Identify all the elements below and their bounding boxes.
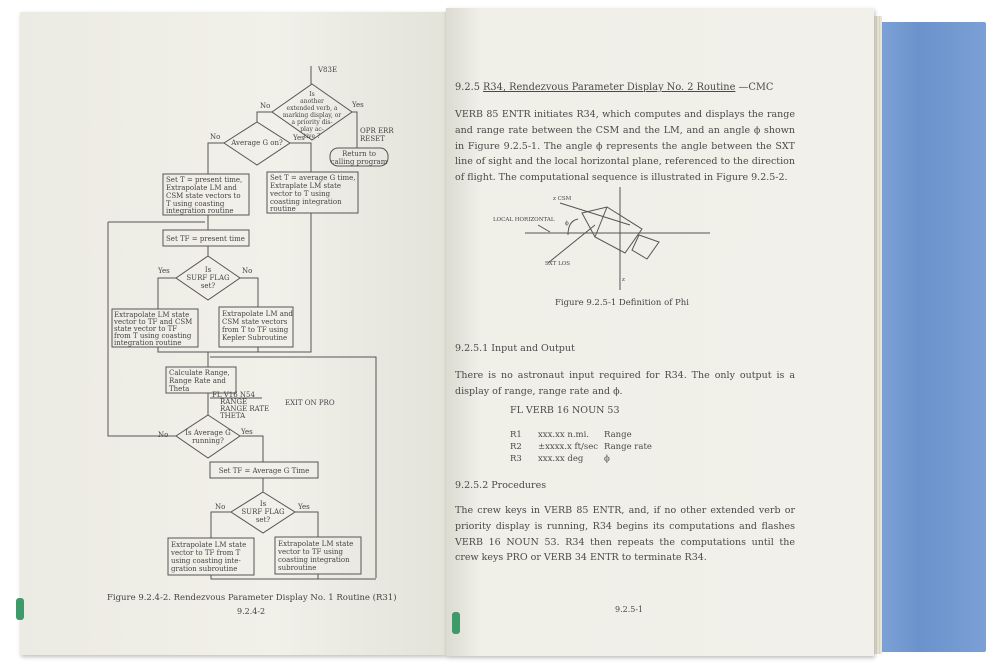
d1-line: play ac- bbox=[300, 126, 324, 133]
phi-label: ϕ bbox=[565, 221, 569, 227]
sxt-los-label: SXT LOS bbox=[545, 261, 571, 267]
d2-yes-label: Yes bbox=[293, 134, 305, 142]
calc-line: Theta bbox=[169, 385, 190, 393]
box3-line: vector to TF and CSM bbox=[114, 318, 193, 326]
format-cell: ±xxxx.x ft/sec bbox=[538, 442, 599, 452]
d5-line: Is bbox=[259, 500, 267, 508]
entry-label: V83E bbox=[318, 66, 338, 74]
box5-line: using coasting inte- bbox=[171, 557, 241, 565]
box2-line: routine bbox=[270, 205, 296, 213]
d4-line: running? bbox=[192, 437, 224, 445]
box2-line: coasting integration bbox=[270, 198, 342, 206]
box6-line: coasting integration bbox=[278, 556, 350, 564]
display-line: THETA bbox=[220, 412, 246, 420]
register-cell: R1 bbox=[510, 430, 522, 440]
box5-line: gration subroutine bbox=[171, 565, 238, 573]
d2-text: Average G on? bbox=[231, 139, 283, 147]
opr-err-label: OPR ERR bbox=[360, 127, 394, 135]
figure-caption: Figure 9.2.4-2. Rendezvous Parameter Display No. 1 Routine (R31) bbox=[107, 593, 397, 603]
page-number: 9.2.5-1 bbox=[615, 605, 644, 614]
register-cell: R2 bbox=[510, 442, 522, 452]
page-number: 9.2.4-2 bbox=[237, 607, 266, 616]
calc-line: Range Rate and bbox=[169, 377, 226, 385]
description-cell: Range bbox=[604, 430, 632, 440]
format-cell: xxx.xx n.mi. bbox=[538, 430, 590, 440]
d3-no-label: No bbox=[242, 267, 253, 275]
intro-paragraph: VERB 85 ENTR initiates R34, which computes and displays the range and range rate between the CSM and the LM, and an angle ϕ shown in Figure 9.2.5-1. The angle ϕ represents the angle between the SXT line of sight and the local horizontal plane, referenced to the direction of flight. The computational sequence is illustrated in Figure 9.2.5-2. bbox=[455, 109, 795, 184]
d3-line: Is bbox=[204, 266, 212, 274]
box2-line: vector to T using bbox=[270, 190, 331, 198]
phi-diagram bbox=[450, 185, 750, 315]
box-tf-text: Set TF = present time bbox=[166, 235, 245, 243]
return-text: Return to bbox=[342, 150, 376, 158]
box4-line: CSM state vectors bbox=[222, 318, 288, 326]
d1-no-label: No bbox=[260, 102, 271, 110]
register-cell: R3 bbox=[510, 454, 522, 464]
box1-line: T using coasting bbox=[166, 200, 225, 208]
box3-line: state vector to TF bbox=[114, 325, 178, 333]
box4-line: Kepler Subroutine bbox=[222, 334, 288, 342]
d1-line: extended verb, a bbox=[286, 105, 338, 112]
z-csm-label: z CSM bbox=[553, 196, 572, 202]
sxt-los-line bbox=[548, 225, 595, 263]
box2-line: Set T = average G time, bbox=[270, 174, 356, 182]
box1-line: integration routine bbox=[166, 207, 234, 215]
display-line: FL V16 N54 bbox=[212, 391, 255, 399]
box1-line: Set T = present time, bbox=[166, 176, 243, 184]
blue-back-cover bbox=[876, 22, 986, 652]
box1-line: Extrapolate LM and bbox=[166, 184, 237, 192]
heading-title: R34, Rendezvous Parameter Display No. 2 Routine bbox=[483, 82, 736, 93]
heading-suffix: —CMC bbox=[735, 82, 774, 93]
d4-yes-label: Yes bbox=[241, 428, 253, 436]
engine-bell bbox=[632, 235, 659, 259]
heading-number: 9.2.5 bbox=[455, 82, 484, 93]
d3-yes-label: Yes bbox=[158, 267, 170, 275]
d1-line: marking display, or bbox=[282, 112, 342, 119]
green-tab-marker bbox=[452, 612, 460, 634]
flowchart bbox=[0, 0, 450, 671]
return-text: calling program bbox=[330, 158, 388, 166]
box2-line: Extraplate LM state bbox=[270, 182, 342, 190]
d3-line: set? bbox=[200, 282, 216, 290]
box6-line: vector to TF using bbox=[278, 548, 343, 556]
d1-line: tive ? bbox=[303, 133, 321, 140]
d1-line: a priority dis- bbox=[291, 119, 333, 126]
d2-no-label: No bbox=[210, 133, 221, 141]
figure-caption: Figure 9.2.5-1 Definition of Phi bbox=[555, 298, 689, 308]
d5-no-label: No bbox=[215, 503, 226, 511]
subsection-heading: 9.2.5.1 Input and Output bbox=[455, 343, 575, 354]
calc-line: Calculate Range, bbox=[169, 369, 230, 377]
description-cell: Range rate bbox=[604, 442, 652, 452]
box3-line: integration routine bbox=[114, 339, 182, 347]
display-line: RANGE RATE bbox=[220, 405, 270, 413]
opr-err-label: RESET bbox=[360, 135, 385, 143]
box5-line: vector to TF from T bbox=[171, 549, 241, 557]
subsection-heading: 9.2.5.2 Procedures bbox=[455, 480, 547, 491]
procedures-paragraph: The crew keys in VERB 85 ENTR, and, if no other extended verb or priority display is running, R34 begins its computations and flashes VERB 16 NOUN 53. R34 then repeats the computations until the crew keys PRO or VERB 34 ENTR to terminate R34. bbox=[455, 505, 795, 564]
d4-line: Is Average G bbox=[185, 429, 231, 437]
box1-line: CSM state vectors to bbox=[166, 192, 241, 200]
box4-line: Extrapolate LM and bbox=[222, 310, 293, 318]
box6-line: Extrapolate LM state bbox=[278, 540, 354, 548]
box3-line: Extrapolate LM state bbox=[114, 311, 190, 319]
d5-yes-label: Yes bbox=[298, 503, 310, 511]
spacecraft-body bbox=[582, 207, 642, 253]
box4-line: from T to TF using bbox=[222, 326, 289, 334]
box-tf2-text: Set TF = Average G Time bbox=[218, 467, 310, 475]
d1-line: Is bbox=[309, 91, 315, 98]
local-horizontal-label: LOCAL HORIZONTAL bbox=[493, 217, 555, 223]
flowchart-text bbox=[113, 66, 394, 573]
d3-line: SURF FLAG bbox=[186, 274, 230, 282]
d1-yes-label: Yes bbox=[352, 101, 364, 109]
d1-line: another bbox=[300, 98, 324, 105]
d5-line: set? bbox=[255, 516, 271, 524]
display-title: FL VERB 16 NOUN 53 bbox=[510, 405, 620, 416]
input-output-paragraph: There is no astronaut input required for R34. The only output is a display of range, range rate and ϕ. bbox=[455, 370, 795, 397]
d4-no-label: No bbox=[158, 431, 169, 439]
description-cell: ϕ bbox=[604, 454, 610, 464]
d5-line: SURF FLAG bbox=[241, 508, 285, 516]
box6-line: subroutine bbox=[278, 564, 317, 572]
z-label: z bbox=[622, 277, 625, 283]
display-line: RANGE bbox=[220, 398, 248, 406]
section-heading bbox=[455, 82, 773, 93]
exit-on-pro-label: EXIT ON PRO bbox=[285, 399, 335, 407]
format-cell: xxx.xx deg bbox=[538, 454, 584, 464]
box3-line: from T using coasting bbox=[114, 332, 192, 340]
box5-line: Extrapolate LM state bbox=[171, 541, 247, 549]
register-table bbox=[510, 430, 710, 470]
